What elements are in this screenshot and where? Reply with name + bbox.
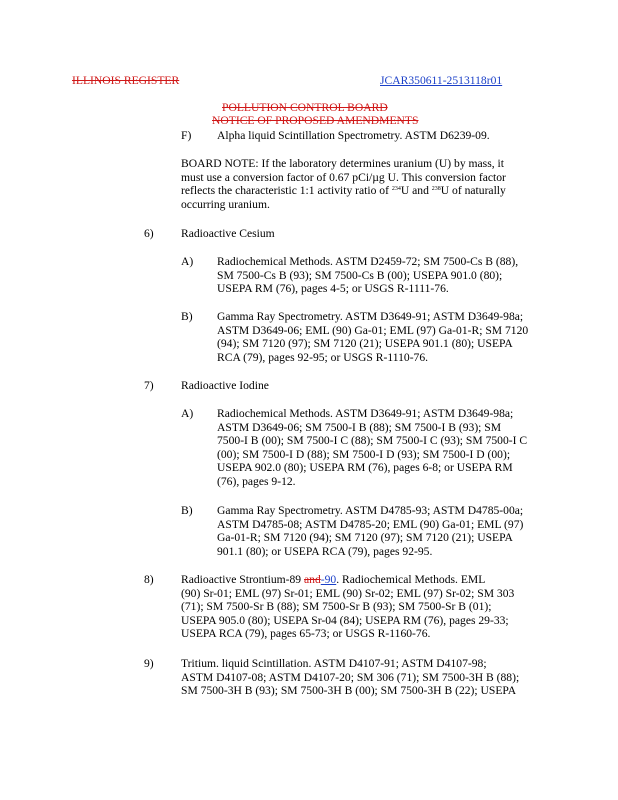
text-line: USEPA 902.0 (80); USEPA RM (76), pages 6-8; or USEPA RM xyxy=(217,461,513,475)
text-line: 901.1 (80); or USEPA RCA (79), pages 92-95. xyxy=(217,544,433,558)
section-8-number: 8) xyxy=(144,573,154,586)
board-note-text: reflects the characteristic 1:1 activity ratio of xyxy=(181,184,392,198)
text-line: ASTM D3649-06; EML (90) Ga-01; EML (97) Ga-01-R; SM 7120 xyxy=(217,323,529,337)
text-line: RCA (79), pages 92-95; or USGS R-1110-76. xyxy=(217,350,429,364)
item-f-tag: F) xyxy=(181,129,192,142)
section-6-b-text xyxy=(217,310,528,364)
text-line: Radiochemical Methods. ASTM D3649-91; ASTM D3649-98a; xyxy=(217,407,514,420)
inserted-text: -90 xyxy=(320,573,337,586)
board-note-line: must use a conversion factor of 0.67 pCi/µg U. This conversion factor xyxy=(181,170,506,184)
section-7-b-tag: B) xyxy=(181,504,193,517)
board-note-line: BOARD NOTE: If the laboratory determines uranium (U) by mass, it xyxy=(181,157,504,170)
text-line: USEPA 905.0 (80); USEPA Sr-04 (84); USEPA RM (76), pages 29-33; xyxy=(181,613,509,627)
text-line: Ga-01-R; SM 7120 (94); SM 7120 (97); SM 7120 (21); USEPA xyxy=(217,531,513,545)
text-line: (76), pages 9-12. xyxy=(217,474,296,488)
section-7-title: Radioactive Iodine xyxy=(181,379,269,392)
section-9-number: 9) xyxy=(144,657,154,670)
text-line: (94); SM 7120 (97); SM 7120 (21); USEPA 901.1 (80); USEPA xyxy=(217,337,513,351)
section-8-title: Radioactive Strontium-89 xyxy=(181,573,305,586)
section-9-text xyxy=(181,657,519,698)
text-line: (71); SM 7500-Sr B (88); SM 7500-Sr B (93); SM 7500-Sr B (01); xyxy=(181,600,492,614)
section-8-text xyxy=(181,573,514,641)
board-note-text: U of naturally xyxy=(440,184,506,198)
text-line: (90) Sr-01; EML (97) Sr-01; EML (90) Sr-02; EML (97) Sr-02; SM 303 xyxy=(181,586,515,600)
section-8-title-rest: . Radiochemical Methods. EML xyxy=(336,573,486,586)
board-note-line xyxy=(181,184,506,198)
item-f-text: Alpha liquid Scintillation Spectrometry. ASTM D6239-09. xyxy=(217,129,490,142)
text-line: SM 7500-3H B (93); SM 7500-3H B (00); SM 7500-3H B (22); USEPA xyxy=(181,684,517,698)
text-line: ASTM D4107-08; ASTM D4107-20; SM 306 (71); SM 7500-3H B (88); xyxy=(181,670,520,684)
section-6-b-tag: B) xyxy=(181,310,193,323)
board-note-line: occurring uranium. xyxy=(181,197,270,211)
text-line: ASTM D4785-08; ASTM D4785-20; EML (90) Ga-01; EML (97) xyxy=(217,517,524,531)
text-line: SM 7500-Cs B (93); SM 7500-Cs B (00); USEPA 901.0 (80); xyxy=(217,268,503,282)
section-7-b-text xyxy=(217,504,523,558)
notice-heading: NOTICE OF PROPOSED AMENDMENTS xyxy=(212,114,419,127)
section-6-a-text xyxy=(217,255,518,296)
text-line: 7500-I B (00); SM 7500-I C (88); SM 7500-I C (93); SM 7500-I C xyxy=(217,434,528,448)
text-line: USEPA RM (76), pages 4-5; or USGS R-1111-76. xyxy=(217,282,449,296)
section-6-title: Radioactive Cesium xyxy=(181,227,275,240)
text-line: Tritium. liquid Scintillation. ASTM D4107-91; ASTM D4107-98; xyxy=(181,657,487,670)
text-line xyxy=(181,573,514,587)
board-note xyxy=(181,157,506,211)
isotope-superscript: 234 xyxy=(391,186,401,193)
text-line: (00); SM 7500-I D (88); SM 7500-I D (93); SM 7500-I D (00); xyxy=(217,447,511,461)
section-7-a-text xyxy=(217,407,527,489)
jcar-code-link[interactable]: JCAR350611-2513118r01 xyxy=(380,74,503,87)
deleted-text: and xyxy=(304,573,321,586)
text-line: USEPA RCA (79), pages 65-73; or USGS R-1160-76. xyxy=(181,627,431,641)
section-7-a-tag: A) xyxy=(181,407,194,420)
board-note-text: U and xyxy=(400,184,432,198)
section-7-number: 7) xyxy=(144,379,154,392)
register-header: ILLINOIS REGISTER xyxy=(72,74,180,87)
board-heading: POLLUTION CONTROL BOARD xyxy=(222,101,388,114)
text-line: ASTM D3649-06; SM 7500-I B (88); SM 7500-I B (93); SM xyxy=(217,420,502,434)
section-6-a-tag: A) xyxy=(181,255,194,268)
isotope-superscript: 238 xyxy=(431,186,441,193)
text-line: Gamma Ray Spectrometry. ASTM D4785-93; ASTM D4785-00a; xyxy=(217,504,524,517)
text-line: Gamma Ray Spectrometry. ASTM D3649-91; ASTM D3649-98a; xyxy=(217,310,524,323)
text-line: Radiochemical Methods. ASTM D2459-72; SM 7500-Cs B (88), xyxy=(217,255,519,268)
section-6-number: 6) xyxy=(144,227,154,240)
